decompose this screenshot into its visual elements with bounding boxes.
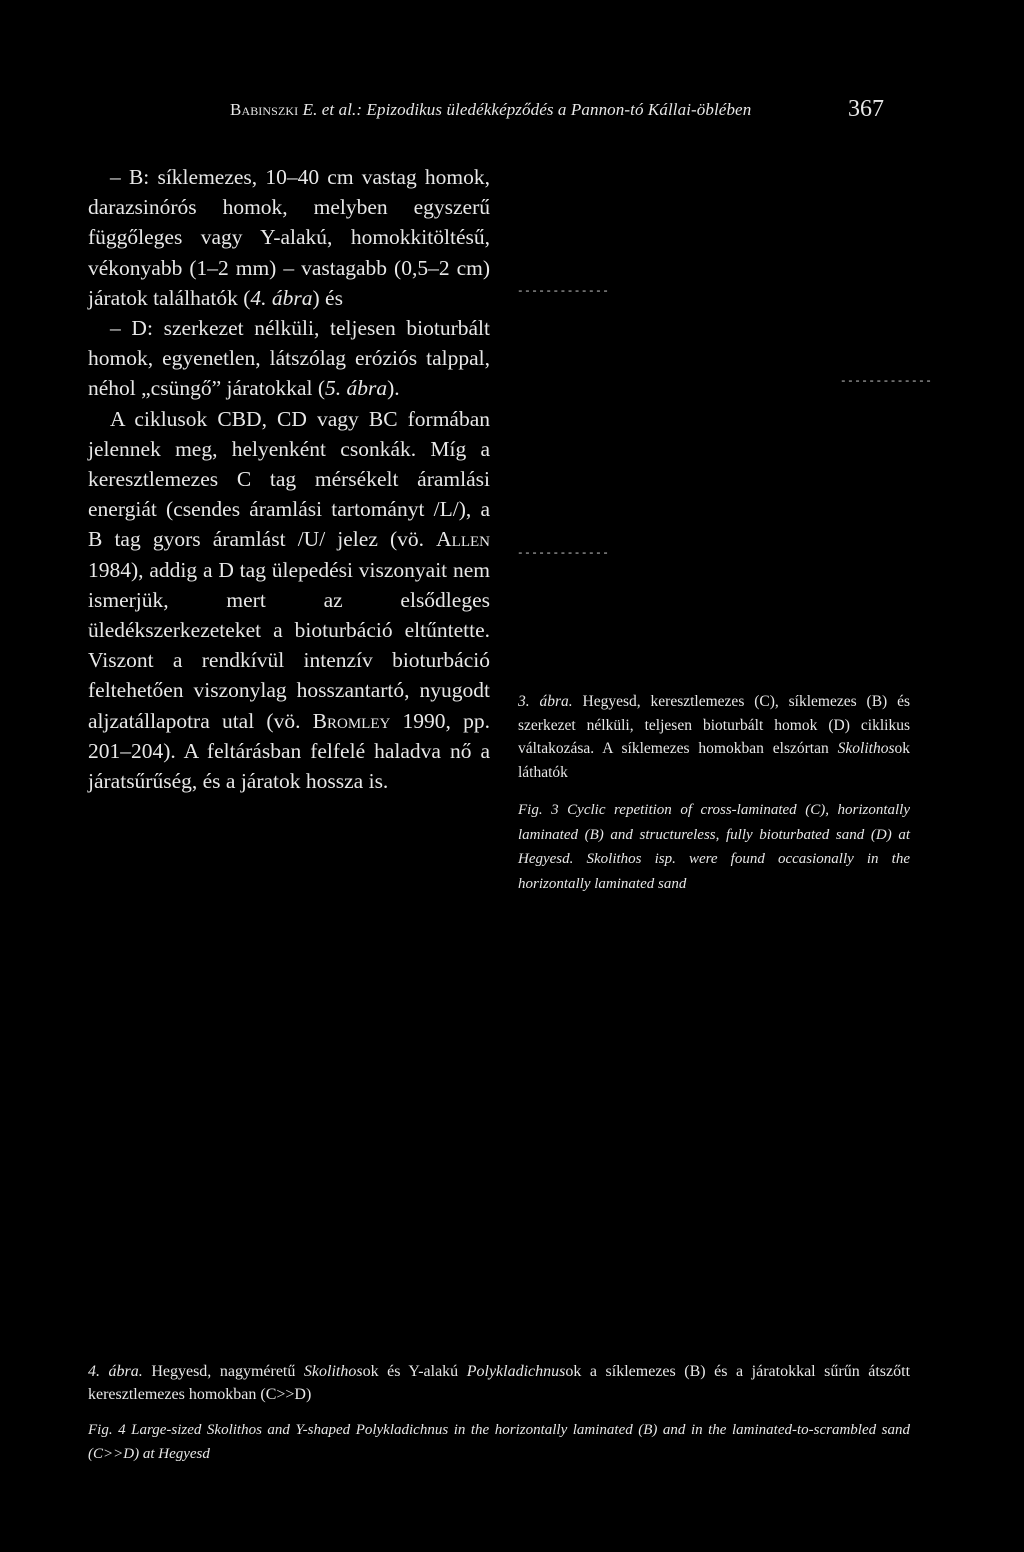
paragraph-cycles-end: 1990, pp. 201–204). A feltárásban felfelé haladva nő a járatsűrűség, és a járatok hossza is.	[88, 708, 491, 794]
header-author: Babinszki	[230, 100, 299, 119]
figure-ref-4: 4. ábra	[250, 285, 313, 310]
running-head	[230, 100, 790, 120]
figure-4-text-hu: Hegyesd, nagyméretű	[142, 1363, 304, 1380]
figure-4-label-hu: 4. ábra.	[88, 1363, 143, 1380]
citation-allen: Allen	[436, 527, 490, 552]
figure-3-caption-en: Fig. 3 Cyclic repetition of cross-laminated (C), horizontally laminated (B) and structureless, fully bioturbated sand (D) at Hegyesd. Skolithos isp. were found occasionally in the horizontally laminated sand	[518, 802, 910, 892]
paragraph-b-text: – B: síklemezes, 10–40 cm vastag homok, darazsinórós homok, melyben egyszerű függőleges vagy Y-alakú, homokkitöltésű, vékonyabb (1–2 mm) – vastagabb (0,5–2 cm) járatok találhatók (	[88, 165, 490, 310]
figure-marker-2: -------------	[840, 376, 933, 388]
citation-bromley: Bromley	[312, 708, 391, 733]
paragraph-cycles	[88, 404, 490, 797]
header-title: : Epizodikus üledékképződés a Pannon-tó Kállai-öblében	[356, 100, 752, 119]
figure-3-text-hu: Hegyesd, keresztlemezes (C), síklemezes (B) és szerkezet nélküli, teljesen bioturbált homok (D) ciklikus váltakozása. A síklemezes homokban elszórtan	[518, 693, 910, 757]
paragraph-d-end: ).	[387, 376, 400, 401]
figure-3-taxon: Skolithos	[837, 740, 895, 757]
figure-marker-3: -------------	[517, 548, 610, 560]
figure-3-caption-hu	[518, 690, 910, 784]
figure-4-taxon-1: Skolithos	[303, 1363, 363, 1380]
body-text	[88, 162, 490, 796]
figure-4-caption-hu	[88, 1360, 910, 1406]
figure-4-caption-en: Fig. 4 Large-sized Skolithos and Y-shaped Polykladichnus in the horizontally laminated (B) and in the laminated-to-scrambled sand (C>>D) at Hegyesd	[88, 1422, 910, 1462]
page-number: 367	[848, 96, 884, 122]
figure-4-text-hu-end: ok a síklemezes (B) és a járatokkal sűrűn átszőtt keresztlemezes homokban (C>>D)	[88, 1363, 911, 1403]
figure-3-label-hu: 3. ábra.	[518, 693, 573, 710]
figure-4-taxon-2: Polykladichnus	[466, 1363, 566, 1380]
paragraph-cycles-start: A ciklusok CBD, CD vagy BC formában jelennek meg, helyenként csonkák. Míg a keresztlemezes C tag mérsékelt áramlási energiát (csendes áramlási tartományt /L/), a B tag gyors áramlást /U/ jelez (vö.	[88, 406, 490, 552]
paragraph-b	[88, 162, 490, 313]
paragraph-d	[88, 313, 490, 404]
figure-marker-1: -------------	[517, 286, 610, 298]
header-author-initial: E. et al.	[298, 100, 357, 119]
paragraph-cycles-mid: 1984), addig a D tag ülepedési viszonyait nem ismerjük, mert az elsődleges üledékszerkezeteket a bioturbáció eltűntette. Viszont a rendkívül intenzív bioturbáció feltehetően viszonylag hosszantartó, nyugodt aljzatállapotra utal (vö.	[88, 557, 490, 733]
figure-ref-5: 5. ábra	[325, 376, 388, 401]
paragraph-b-end: ) és	[312, 285, 343, 310]
figure-3-text-hu-end: ok láthatók	[518, 740, 910, 781]
figure-4-text-hu-mid: ok és Y-alakú	[362, 1363, 467, 1380]
paragraph-d-text: – D: szerkezet nélküli, teljesen bioturbált homok, egyenetlen, látszólag eróziós talppal, néhol „csüngő” járatokkal (	[88, 316, 490, 401]
